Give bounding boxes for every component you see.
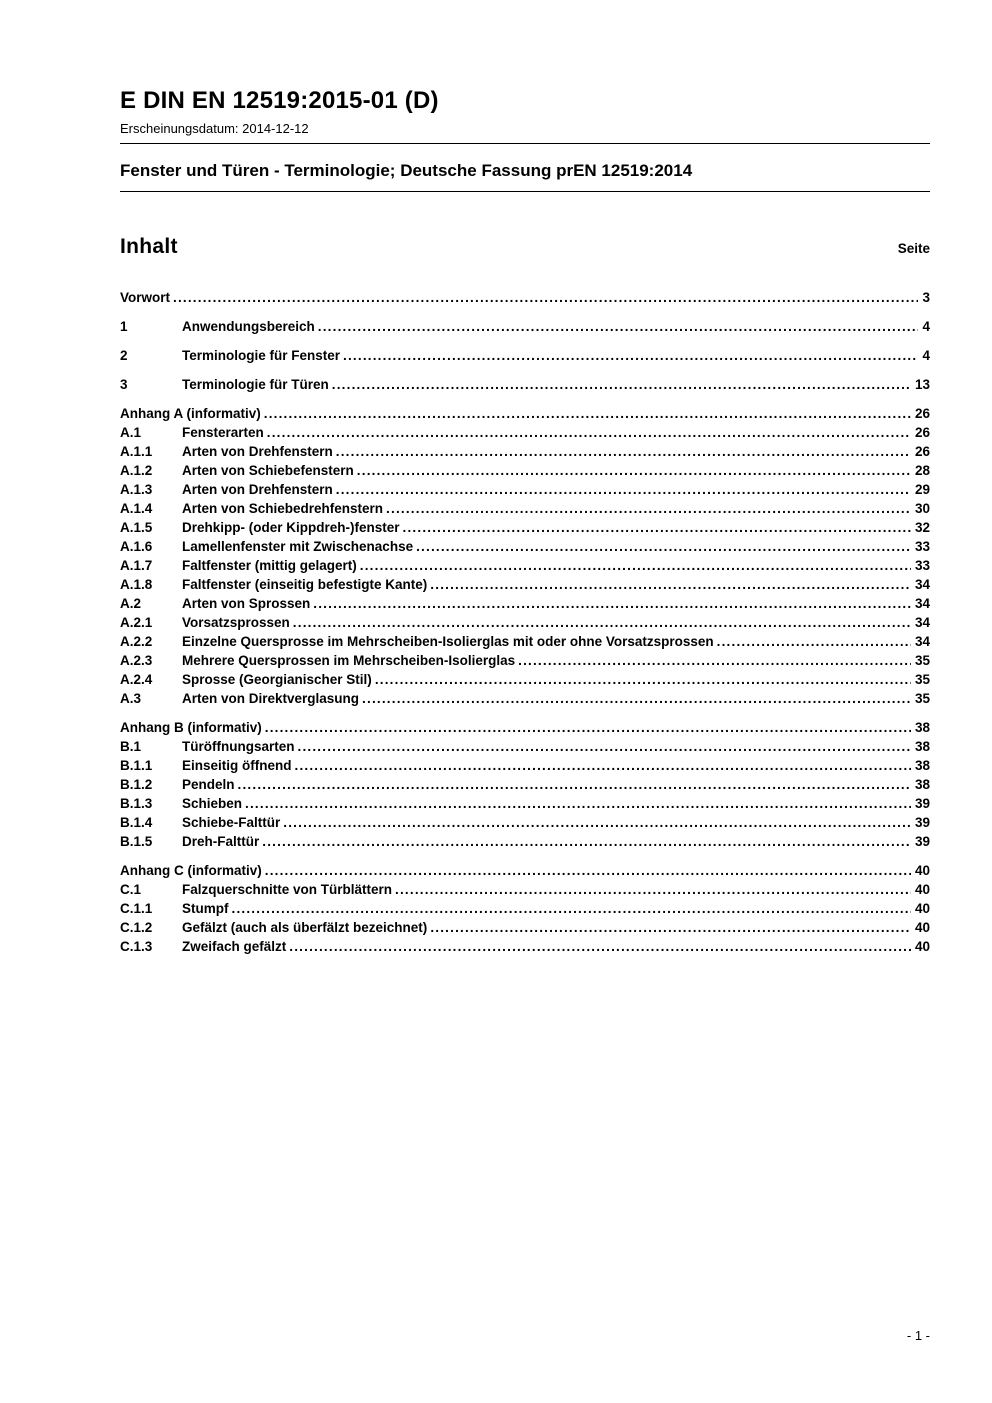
toc-entry-number: A.1.3 xyxy=(120,481,153,497)
toc-entry-title: Anhang C (informativ) xyxy=(120,862,262,878)
toc-entry-number: A.2.1 xyxy=(120,614,153,630)
toc-entry xyxy=(120,423,930,442)
toc-entry-page: 26 xyxy=(914,424,930,440)
toc-entry-number: A.1.6 xyxy=(120,538,153,554)
toc-entry-page: 3 xyxy=(922,289,930,305)
toc-entry-title: Drehkipp- (oder Kippdreh-)fenster xyxy=(182,519,400,535)
toc-entry-number: 3 xyxy=(120,376,128,392)
toc-leader-dots xyxy=(375,670,911,689)
toc-entry-page: 26 xyxy=(914,405,930,421)
toc-entry-title: Faltfenster (einseitig befestigte Kante) xyxy=(182,576,428,592)
toc-entry-page: 38 xyxy=(914,776,930,792)
toc-entry-number: A.1 xyxy=(120,424,142,440)
toc-entry-page: 32 xyxy=(914,519,930,535)
toc-entry-title: Schieben xyxy=(182,795,243,811)
toc-entry-number: A.2.3 xyxy=(120,652,153,668)
toc-entry-page: 4 xyxy=(922,347,930,363)
toc-entry xyxy=(120,556,930,575)
toc-leader-dots xyxy=(267,423,911,442)
toc-leader-dots xyxy=(332,375,911,394)
toc-heading-row xyxy=(120,235,930,259)
toc-entry-title: Arten von Sprossen xyxy=(182,595,311,611)
toc-entry-number: A.3 xyxy=(120,690,142,706)
toc-entry-title: Arten von Schiebefenstern xyxy=(182,462,354,478)
toc-entry-page: 26 xyxy=(914,443,930,459)
release-date: Erscheinungsdatum: 2014-12-12 xyxy=(120,121,309,137)
toc-entry-page: 38 xyxy=(914,738,930,754)
toc-entry-title: Arten von Drehfenstern xyxy=(182,443,333,459)
document-title: Fenster und Türen - Terminologie; Deutsche Fassung prEN 12519:2014 xyxy=(120,161,693,181)
toc-entry-title: Arten von Direktverglasung xyxy=(182,690,360,706)
toc-entry xyxy=(120,813,930,832)
toc-entry-number: 2 xyxy=(120,347,128,363)
toc-entry xyxy=(120,404,930,423)
toc-entry-title: Vorsatzsprossen xyxy=(182,614,290,630)
toc-entry xyxy=(120,518,930,537)
toc-entry-page: 40 xyxy=(914,881,930,897)
toc-leader-dots xyxy=(289,937,911,956)
toc-entry-title: Zweifach gefälzt xyxy=(182,938,287,954)
toc-leader-dots xyxy=(395,880,911,899)
toc-entry-page: 30 xyxy=(914,500,930,516)
toc-leader-dots xyxy=(283,813,911,832)
toc-heading: Inhalt xyxy=(120,234,178,258)
toc-entry-page: 40 xyxy=(914,938,930,954)
toc-entry xyxy=(120,499,930,518)
toc-entry xyxy=(120,375,930,394)
toc-entry-page: 34 xyxy=(914,576,930,592)
toc-entry xyxy=(120,718,930,737)
toc-entry-page: 34 xyxy=(914,633,930,649)
page-number-footer: - 1 - xyxy=(906,1328,930,1343)
toc-leader-dots xyxy=(403,518,911,537)
toc-entry-number: B.1.5 xyxy=(120,833,153,849)
toc-entry-title: Sprosse (Georgianischer Stil) xyxy=(182,671,372,687)
toc-entry-title: Anhang B (informativ) xyxy=(120,719,262,735)
toc-entry xyxy=(120,689,930,708)
toc-entry xyxy=(120,880,930,899)
toc-entry-page: 40 xyxy=(914,919,930,935)
toc-entry-number: B.1.2 xyxy=(120,776,153,792)
toc-entry-number: A.1.2 xyxy=(120,462,153,478)
toc-entry xyxy=(120,937,930,956)
toc-entry-title: Einseitig öffnend xyxy=(182,757,292,773)
toc-leader-dots xyxy=(245,794,911,813)
toc-entry-title: Falzquerschnitte von Türblättern xyxy=(182,881,393,897)
toc-leader-dots xyxy=(357,461,911,480)
toc-entry-title: Arten von Drehfenstern xyxy=(182,481,333,497)
toc-entry-title: Anhang A (informativ) xyxy=(120,405,261,421)
toc-entry xyxy=(120,670,930,689)
toc-entry-number: A.1.1 xyxy=(120,443,153,459)
document-number: E DIN EN 12519:2015-01 (D) xyxy=(120,87,439,114)
toc-entry-title: Einzelne Quersprosse im Mehrscheiben-Isolierglas mit oder ohne Vorsatzsprossen xyxy=(182,633,714,649)
toc-entry xyxy=(120,632,930,651)
toc-leader-dots xyxy=(518,651,911,670)
toc-entry-title: Gefälzt (auch als überfälzt bezeichnet) xyxy=(182,919,428,935)
toc-entry-title: Stumpf xyxy=(182,900,229,916)
toc-entry-page: 4 xyxy=(922,318,930,334)
toc-entry-page: 35 xyxy=(914,671,930,687)
toc-entry xyxy=(120,899,930,918)
toc-entry-number: B.1.1 xyxy=(120,757,153,773)
toc-entry-page: 38 xyxy=(914,757,930,773)
toc-entry-page: 13 xyxy=(914,376,930,392)
toc-leader-dots xyxy=(717,632,911,651)
toc-entry xyxy=(120,832,930,851)
toc-entry-page: 33 xyxy=(914,557,930,573)
toc-entry xyxy=(120,613,930,632)
toc-entry xyxy=(120,461,930,480)
toc-leader-dots xyxy=(336,442,911,461)
toc-entry-title: Terminologie für Türen xyxy=(182,376,329,392)
toc-leader-dots xyxy=(313,594,911,613)
toc-entry-number: C.1 xyxy=(120,881,142,897)
toc-leader-dots xyxy=(298,737,911,756)
toc-entry-number: C.1.2 xyxy=(120,919,153,935)
toc-entry xyxy=(120,918,930,937)
toc-entry-number: A.1.8 xyxy=(120,576,153,592)
toc-leader-dots xyxy=(238,775,911,794)
header-divider-top xyxy=(120,143,930,144)
toc-entry-title: Faltfenster (mittig gelagert) xyxy=(182,557,357,573)
toc-entry xyxy=(120,442,930,461)
toc-entry-page: 38 xyxy=(914,719,930,735)
toc-entry-page: 39 xyxy=(914,814,930,830)
toc-entry-page: 33 xyxy=(914,538,930,554)
toc-entry-title: Lamellenfenster mit Zwischenachse xyxy=(182,538,414,554)
toc-list xyxy=(120,288,930,956)
toc-entry-title: Arten von Schiebedrehfenstern xyxy=(182,500,384,516)
toc-entry-number: A.2.2 xyxy=(120,633,153,649)
toc-entry-page: 40 xyxy=(914,900,930,916)
toc-entry xyxy=(120,756,930,775)
toc-entry xyxy=(120,346,930,365)
toc-leader-dots xyxy=(318,317,919,336)
toc-entry-number: A.2.4 xyxy=(120,671,153,687)
toc-entry xyxy=(120,594,930,613)
toc-entry-title: Dreh-Falttür xyxy=(182,833,260,849)
toc-entry-number: B.1.3 xyxy=(120,795,153,811)
toc-leader-dots xyxy=(264,404,911,423)
toc-entry xyxy=(120,794,930,813)
toc-entry-number: A.1.5 xyxy=(120,519,153,535)
toc-entry-title: Vorwort xyxy=(120,289,170,305)
toc-entry-page: 29 xyxy=(914,481,930,497)
toc-entry-page: 35 xyxy=(914,652,930,668)
toc-leader-dots xyxy=(262,832,911,851)
toc-entry xyxy=(120,537,930,556)
toc-entry-title: Schiebe-Falttür xyxy=(182,814,281,830)
toc-entry-page: 39 xyxy=(914,833,930,849)
toc-entry-title: Mehrere Quersprossen im Mehrscheiben-Isolierglas xyxy=(182,652,516,668)
toc-leader-dots xyxy=(336,480,911,499)
toc-entry-title: Fensterarten xyxy=(182,424,264,440)
toc-entry-page: 34 xyxy=(914,614,930,630)
toc-entry xyxy=(120,861,930,880)
toc-entry xyxy=(120,317,930,336)
toc-leader-dots xyxy=(343,346,918,365)
toc-leader-dots xyxy=(362,689,911,708)
toc-leader-dots xyxy=(386,499,911,518)
toc-leader-dots xyxy=(360,556,911,575)
toc-entry-page: 39 xyxy=(914,795,930,811)
toc-entry xyxy=(120,288,930,307)
toc-entry xyxy=(120,480,930,499)
toc-leader-dots xyxy=(173,288,918,307)
toc-entry-page: 28 xyxy=(914,462,930,478)
toc-entry-number: A.1.7 xyxy=(120,557,153,573)
toc-leader-dots xyxy=(416,537,911,556)
toc-leader-dots xyxy=(265,861,911,880)
toc-entry-number: B.1.4 xyxy=(120,814,153,830)
toc-entry-title: Türöffnungsarten xyxy=(182,738,295,754)
toc-entry-title: Anwendungsbereich xyxy=(182,318,315,334)
toc-entry-page: 35 xyxy=(914,690,930,706)
toc-leader-dots xyxy=(430,575,911,594)
toc-page-column-label: Seite xyxy=(897,240,930,256)
toc-entry xyxy=(120,575,930,594)
toc-entry-number: 1 xyxy=(120,318,128,334)
toc-entry-title: Terminologie für Fenster xyxy=(182,347,341,363)
toc-entry-number: A.2 xyxy=(120,595,142,611)
toc-entry xyxy=(120,737,930,756)
toc-leader-dots xyxy=(295,756,911,775)
toc-leader-dots xyxy=(430,918,911,937)
toc-entry-number: A.1.4 xyxy=(120,500,153,516)
header-divider-bottom xyxy=(120,191,930,192)
toc-entry-number: C.1.3 xyxy=(120,938,153,954)
toc-entry-page: 34 xyxy=(914,595,930,611)
toc-entry-title: Pendeln xyxy=(182,776,235,792)
toc-entry-page: 40 xyxy=(914,862,930,878)
toc-entry xyxy=(120,775,930,794)
toc-leader-dots xyxy=(293,613,911,632)
toc-leader-dots xyxy=(232,899,911,918)
toc-leader-dots xyxy=(265,718,911,737)
toc-entry-number: C.1.1 xyxy=(120,900,153,916)
toc-entry-number: B.1 xyxy=(120,738,142,754)
toc-entry xyxy=(120,651,930,670)
